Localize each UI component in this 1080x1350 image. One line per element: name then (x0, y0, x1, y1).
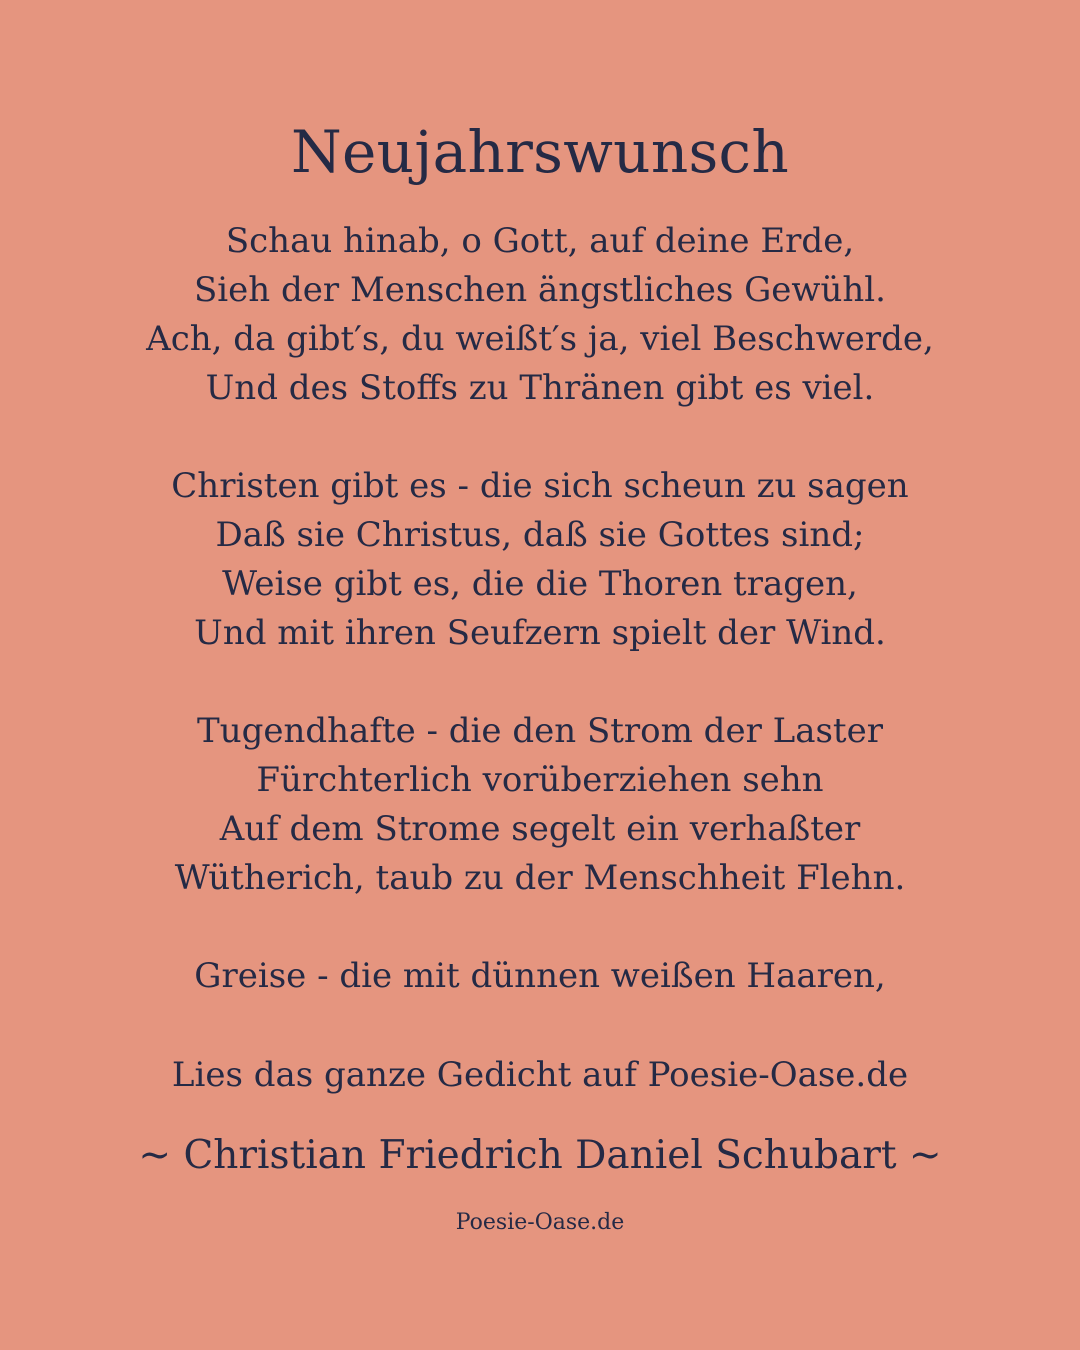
poem-line: Ach, da gibt′s, du weißt′s ja, viel Beschwerde, (146, 319, 934, 359)
site-footer: Poesie-Oase.de (455, 1210, 625, 1235)
author-name: ~ Christian Friedrich Daniel Schubart ~ (138, 1133, 942, 1178)
poem-line: Sieh der Menschen ängstliches Gewühl. (194, 270, 886, 310)
poem-line: Christen gibt es - die sich scheun zu sagen (171, 466, 909, 506)
stanza-4 (0, 952, 1080, 1001)
poem-line: Greise - die mit dünnen weißen Haaren, (194, 956, 886, 996)
stanza-3 (0, 707, 1080, 903)
poem-line: Auf dem Strome segelt ein verhaßter (219, 809, 861, 849)
poem-body (0, 217, 1080, 1050)
poem-line: Tugendhafte - die den Strom der Laster (197, 711, 883, 751)
stanza-2 (0, 462, 1080, 658)
poem-line: Und mit ihren Seufzern spielt der Wind. (194, 613, 886, 653)
poem-line: Und des Stoffs zu Thränen gibt es viel. (205, 368, 875, 408)
poem-line: Daß sie Christus, daß sie Gottes sind; (215, 515, 865, 555)
poem-title: Neujahrswunsch (291, 118, 789, 186)
poem-line: Fürchterlich vorüberziehen sehn (256, 760, 824, 800)
poem-line: Wütherich, taub zu der Menschheit Flehn. (174, 858, 906, 898)
poem-line: Schau hinab, o Gott, auf deine Erde, (225, 221, 855, 261)
poem-line: Weise gibt es, die die Thoren tragen, (222, 564, 858, 604)
stanza-1 (0, 217, 1080, 413)
read-full-poem-text: Lies das ganze Gedicht auf Poesie-Oase.de (171, 1055, 909, 1095)
